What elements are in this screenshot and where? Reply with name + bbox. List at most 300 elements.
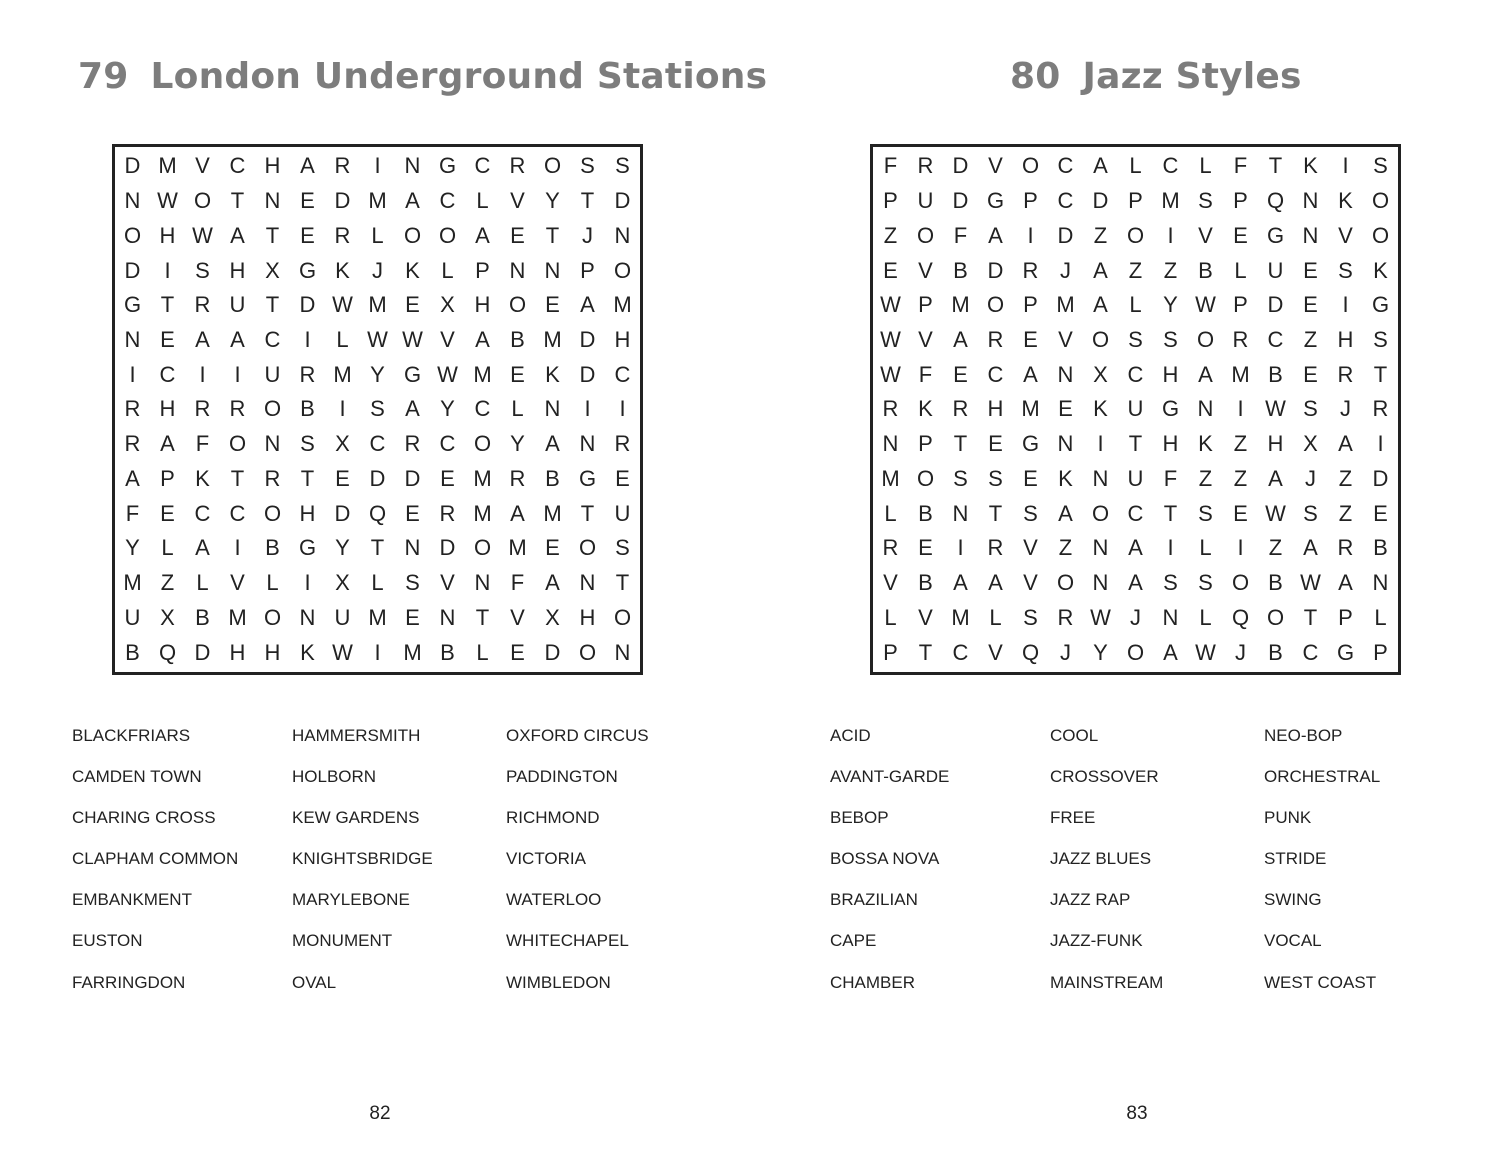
grid-cell: A [1128,535,1143,561]
grid-cell: V [988,153,1003,179]
grid-cell: F [953,222,968,248]
grid-cell: G [123,292,142,318]
grid-cell: A [475,327,490,353]
grid-cell: K [1058,465,1073,491]
grid-cell: R [952,396,969,422]
grid-cell: A [1093,257,1108,283]
grid-cell: C [474,396,491,422]
grid-cell: V [1023,535,1038,561]
grid-cell: L [884,500,897,526]
grid-cell: B [1373,535,1388,561]
grid-cell: C [1162,153,1179,179]
grid-cell: Z [883,222,898,248]
grid-cell: O [1266,604,1285,630]
grid-cell: A [953,327,968,353]
word-item: KNIGHTSBRIDGE [292,849,433,869]
grid-cell: N [1302,222,1319,248]
grid-cell: M [403,639,422,665]
grid-cell: P [475,257,490,283]
grid-cell: U [1127,465,1144,491]
grid-cell: A [405,188,420,214]
grid-cell: R [1022,257,1039,283]
grid-cell: I [1237,396,1244,422]
grid-cell: S [615,153,630,179]
grid-cell: E [953,361,968,387]
grid-cell: Z [1338,500,1353,526]
grid-cell: D [1092,188,1109,214]
grid-cell: N [544,257,561,283]
grid-cell: C [229,500,246,526]
grid-cell: G [403,361,422,387]
grid-cell: G [1371,292,1390,318]
grid-cell: Y [335,535,350,561]
grid-cell: A [988,222,1003,248]
grid-cell: Q [368,500,387,526]
grid-cell: O [1231,570,1250,596]
grid-cell: D [579,361,596,387]
grid-cell: T [370,535,385,561]
grid-cell: O [613,257,632,283]
grid-cell: M [368,292,387,318]
grid-cell: M [473,361,492,387]
grid-cell: F [883,153,898,179]
grid-cell: U [334,604,351,630]
grid-cell: S [988,465,1003,491]
grid-cell: C [1267,327,1284,353]
grid-cell: R [882,396,899,422]
grid-cell: I [1342,292,1349,318]
grid-cell: A [195,535,210,561]
word-item: CROSSOVER [1050,767,1159,787]
grid-cell: T [545,222,560,248]
grid-cell: Y [510,431,525,457]
grid-cell: V [440,327,455,353]
grid-cell: N [1057,361,1074,387]
grid-cell: E [440,465,455,491]
word-column [72,720,282,1008]
grid-cell: B [1268,639,1283,665]
grid-cell: O [1126,639,1145,665]
grid-cell: I [199,361,206,387]
word-item: VICTORIA [506,849,586,869]
word-column [506,720,716,1008]
grid-cell: F [510,570,525,596]
grid-cell: X [440,292,455,318]
grid-cell: N [404,153,421,179]
grid-cell: U [124,604,141,630]
grid-cell: I [1167,535,1174,561]
grid-cell: E [1373,500,1388,526]
grid-cell: E [545,292,560,318]
grid-cell: Z [1198,465,1213,491]
word-column [830,720,1040,1008]
page-number: 82 [369,1103,391,1124]
grid-cell: H [299,500,316,526]
grid-cell: B [1198,257,1213,283]
grid-cell: A [1023,361,1038,387]
word-item: JAZZ BLUES [1050,849,1152,869]
grid-cell: W [402,327,423,353]
grid-cell: S [1198,500,1213,526]
grid-cell: O [578,535,597,561]
grid-cell: L [1199,604,1212,630]
grid-cell: R [334,222,351,248]
grid-cell: F [1163,465,1178,491]
word-item: MAINSTREAM [1050,972,1164,992]
grid-cell: A [953,570,968,596]
grid-cell: K [335,257,350,283]
grid-cell: Z [1303,327,1318,353]
grid-cell: F [125,500,140,526]
grid-cell: G [578,465,597,491]
grid-cell: E [335,465,350,491]
word-item: MONUMENT [292,931,393,951]
grid-cell: H [229,639,246,665]
word-item: BOSSA NOVA [830,849,940,869]
grid-cell: A [1268,465,1283,491]
grid-cell: N [1372,570,1389,596]
grid-cell: E [1058,396,1073,422]
grid-cell: V [1023,570,1038,596]
grid-cell: W [1300,570,1321,596]
grid-cell: V [918,257,933,283]
grid-cell: M [473,465,492,491]
puzzle-number: 79 [78,56,129,97]
grid-cell: B [440,639,455,665]
word-item: EUSTON [72,931,143,951]
grid-cell: B [125,639,140,665]
grid-cell: C [439,188,456,214]
grid-cell: A [545,431,560,457]
grid-cell: O [1021,153,1040,179]
grid-cell: R [194,396,211,422]
grid-cell: I [1342,153,1349,179]
grid-cell: E [160,500,175,526]
grid-cell: A [405,396,420,422]
grid-cell: B [300,396,315,422]
grid-cell: L [1199,535,1212,561]
grid-cell: I [619,396,626,422]
grid-cell: F [1233,153,1248,179]
letter-grid [112,144,643,675]
grid-cell: T [475,604,490,630]
grid-cell: J [1130,604,1141,630]
grid-cell: B [953,257,968,283]
grid-cell: I [234,535,241,561]
grid-cell: Z [1338,465,1353,491]
puzzle-title [78,56,767,97]
grid-cell: V [918,327,933,353]
grid-cell: V [918,604,933,630]
grid-cell: F [918,361,933,387]
grid-cell: P [160,465,175,491]
grid-cell: P [883,639,898,665]
grid-cell: J [1340,396,1351,422]
grid-cell: A [1303,535,1318,561]
grid-cell: O [543,153,562,179]
grid-cell: E [300,222,315,248]
grid-cell: J [372,257,383,283]
grid-cell: N [124,188,141,214]
grid-cell: S [1128,327,1143,353]
grid-cell: W [192,222,213,248]
grid-cell: D [1267,292,1284,318]
grid-cell: W [880,292,901,318]
grid-cell: N [509,257,526,283]
grid-cell: D [439,535,456,561]
grid-cell: C [952,639,969,665]
grid-cell: D [334,500,351,526]
grid-cell: G [986,188,1005,214]
word-item: ACID [830,726,871,745]
grid-cell: O [438,222,457,248]
grid-cell: N [579,570,596,596]
grid-cell: V [1338,222,1353,248]
grid-cell: W [1265,396,1286,422]
grid-cell: O [123,222,142,248]
grid-cell: C [987,361,1004,387]
grid-cell: O [578,639,597,665]
grid-cell: N [882,431,899,457]
grid-cell: W [332,639,353,665]
grid-cell: T [1163,500,1178,526]
grid-cell: L [476,639,489,665]
grid-cell: O [1126,222,1145,248]
grid-cell: S [1303,500,1318,526]
word-item: CHARING CROSS [72,808,216,828]
grid-cell: Q [158,639,177,665]
word-item: BRAZILIAN [830,890,918,910]
grid-cell: M [1231,361,1250,387]
grid-cell: B [510,327,525,353]
grid-cell: W [1090,604,1111,630]
grid-cell: S [370,396,385,422]
grid-cell: M [228,604,247,630]
grid-cell: L [1129,292,1142,318]
grid-cell: T [580,500,595,526]
word-item: HOLBORN [292,767,377,787]
grid-cell: T [230,188,245,214]
grid-cell: A [1093,292,1108,318]
grid-cell: Y [545,188,560,214]
grid-cell: M [368,604,387,630]
grid-cell: X [1303,431,1318,457]
grid-cell: H [159,396,176,422]
grid-cell: X [335,570,350,596]
grid-cell: O [473,535,492,561]
grid-cell: W [332,292,353,318]
grid-cell: A [510,500,525,526]
grid-cell: R [1337,535,1354,561]
word-item: ORCHESTRAL [1264,767,1381,787]
grid-cell: J [1060,257,1071,283]
grid-cell: D [299,292,316,318]
grid-cell: D [952,188,969,214]
grid-cell: N [439,604,456,630]
grid-cell: E [1023,327,1038,353]
word-item: BLACKFRIARS [72,726,191,745]
grid-cell: N [404,535,421,561]
grid-cell: D [404,465,421,491]
grid-cell: C [369,431,386,457]
grid-cell: L [196,570,209,596]
word-item: VOCAL [1264,931,1322,951]
grid-cell: R [124,431,141,457]
grid-cell: R [229,396,246,422]
word-item: FARRINGDON [72,972,186,992]
word-item: BEBOP [830,808,889,828]
grid-cell: E [1023,465,1038,491]
grid-cell: G [438,153,457,179]
grid-cell: H [1162,431,1179,457]
grid-cell: P [580,257,595,283]
grid-cell: E [510,222,525,248]
grid-cell: G [1266,222,1285,248]
grid-cell: L [161,535,174,561]
grid-cell: I [339,396,346,422]
grid-cell: O [613,604,632,630]
grid-cell: S [1373,327,1388,353]
puzzle-number: 80 [1010,56,1061,97]
grid-cell: N [1092,535,1109,561]
grid-cell: Q [1231,604,1250,630]
grid-cell: M [543,500,562,526]
grid-cell: I [234,361,241,387]
grid-cell: N [1092,570,1109,596]
word-column [1050,720,1260,1008]
grid-cell: P [1023,188,1038,214]
grid-cell: B [1268,570,1283,596]
word-item: KEW GARDENS [292,808,420,828]
word-item: FREE [1050,808,1096,828]
grid-cell: D [579,327,596,353]
grid-cell: B [918,500,933,526]
grid-cell: K [918,396,933,422]
grid-cell: V [988,639,1003,665]
grid-cell: P [1233,188,1248,214]
grid-cell: J [1060,639,1071,665]
grid-cell: O [1091,327,1110,353]
grid-cell: D [614,188,631,214]
grid-cell: Z [1058,535,1073,561]
grid-cell: V [230,570,245,596]
grid-cell: O [916,222,935,248]
grid-cell: Z [1233,431,1248,457]
grid-cell: N [1162,604,1179,630]
grid-cell: D [194,639,211,665]
word-item: CHAMBER [830,972,916,992]
grid-cell: P [1023,292,1038,318]
word-item: WEST COAST [1264,972,1377,992]
grid-cell: H [474,292,491,318]
grid-cell: G [298,535,317,561]
grid-cell: V [440,570,455,596]
word-item: STRIDE [1264,849,1327,869]
grid-cell: U [917,188,934,214]
grid-cell: E [615,465,630,491]
grid-cell: X [1093,361,1108,387]
grid-cell: L [511,396,524,422]
word-item: SWING [1264,890,1322,910]
grid-cell: S [615,535,630,561]
word-item: NEO-BOP [1264,726,1343,745]
grid-cell: A [300,153,315,179]
grid-cell: C [1057,188,1074,214]
grid-cell: A [545,570,560,596]
grid-cell: I [129,361,136,387]
grid-cell: A [1093,153,1108,179]
grid-cell: U [229,292,246,318]
grid-cell: V [195,153,210,179]
grid-cell: A [1338,431,1353,457]
grid-cell: R [1057,604,1074,630]
grid-cell: Z [1128,257,1143,283]
grid-cell: W [437,361,458,387]
word-item: HAMMERSMITH [292,726,421,745]
grid-cell: L [371,222,384,248]
grid-cell: O [263,604,282,630]
grid-cell: E [405,292,420,318]
grid-cell: M [368,188,387,214]
grid-cell: R [439,500,456,526]
grid-cell: L [441,257,454,283]
grid-cell: T [160,292,175,318]
grid-cell: E [1303,361,1318,387]
grid-cell: I [1377,431,1384,457]
grid-cell: F [195,431,210,457]
grid-cell: Z [1163,257,1178,283]
grid-cell: E [1303,292,1318,318]
word-item: WHITECHAPEL [506,931,629,951]
grid-cell: R [264,465,281,491]
word-list [830,720,1500,1010]
grid-cell: M [881,465,900,491]
grid-cell: C [474,153,491,179]
grid-cell: Y [1093,639,1108,665]
grid-cell: W [157,188,178,214]
grid-cell: X [160,604,175,630]
word-item: JAZZ-FUNK [1050,931,1143,951]
grid-cell: A [1338,570,1353,596]
grid-cell: N [264,431,281,457]
grid-cell: S [1303,396,1318,422]
grid-cell: S [405,570,420,596]
word-column [292,720,502,1008]
grid-cell: N [952,500,969,526]
grid-cell: R [404,431,421,457]
grid-cell: J [582,222,593,248]
word-item: PUNK [1264,808,1312,828]
word-item: CLAPHAM COMMON [72,849,239,869]
grid-cell: D [369,465,386,491]
grid-cell: G [1336,639,1355,665]
grid-cell: T [988,500,1003,526]
puzzle-title-text: London Underground Stations [150,56,768,97]
grid-cell: O [1056,570,1075,596]
grid-cell: E [1233,222,1248,248]
grid-cell: M [158,153,177,179]
grid-cell: S [1198,570,1213,596]
grid-cell: T [918,639,933,665]
grid-cell: O [473,431,492,457]
grid-cell: Z [1233,465,1248,491]
grid-cell: U [1267,257,1284,283]
grid-cell: Y [370,361,385,387]
grid-cell: N [544,396,561,422]
grid-cell: I [164,257,171,283]
grid-cell: L [989,604,1002,630]
grid-cell: M [613,292,632,318]
